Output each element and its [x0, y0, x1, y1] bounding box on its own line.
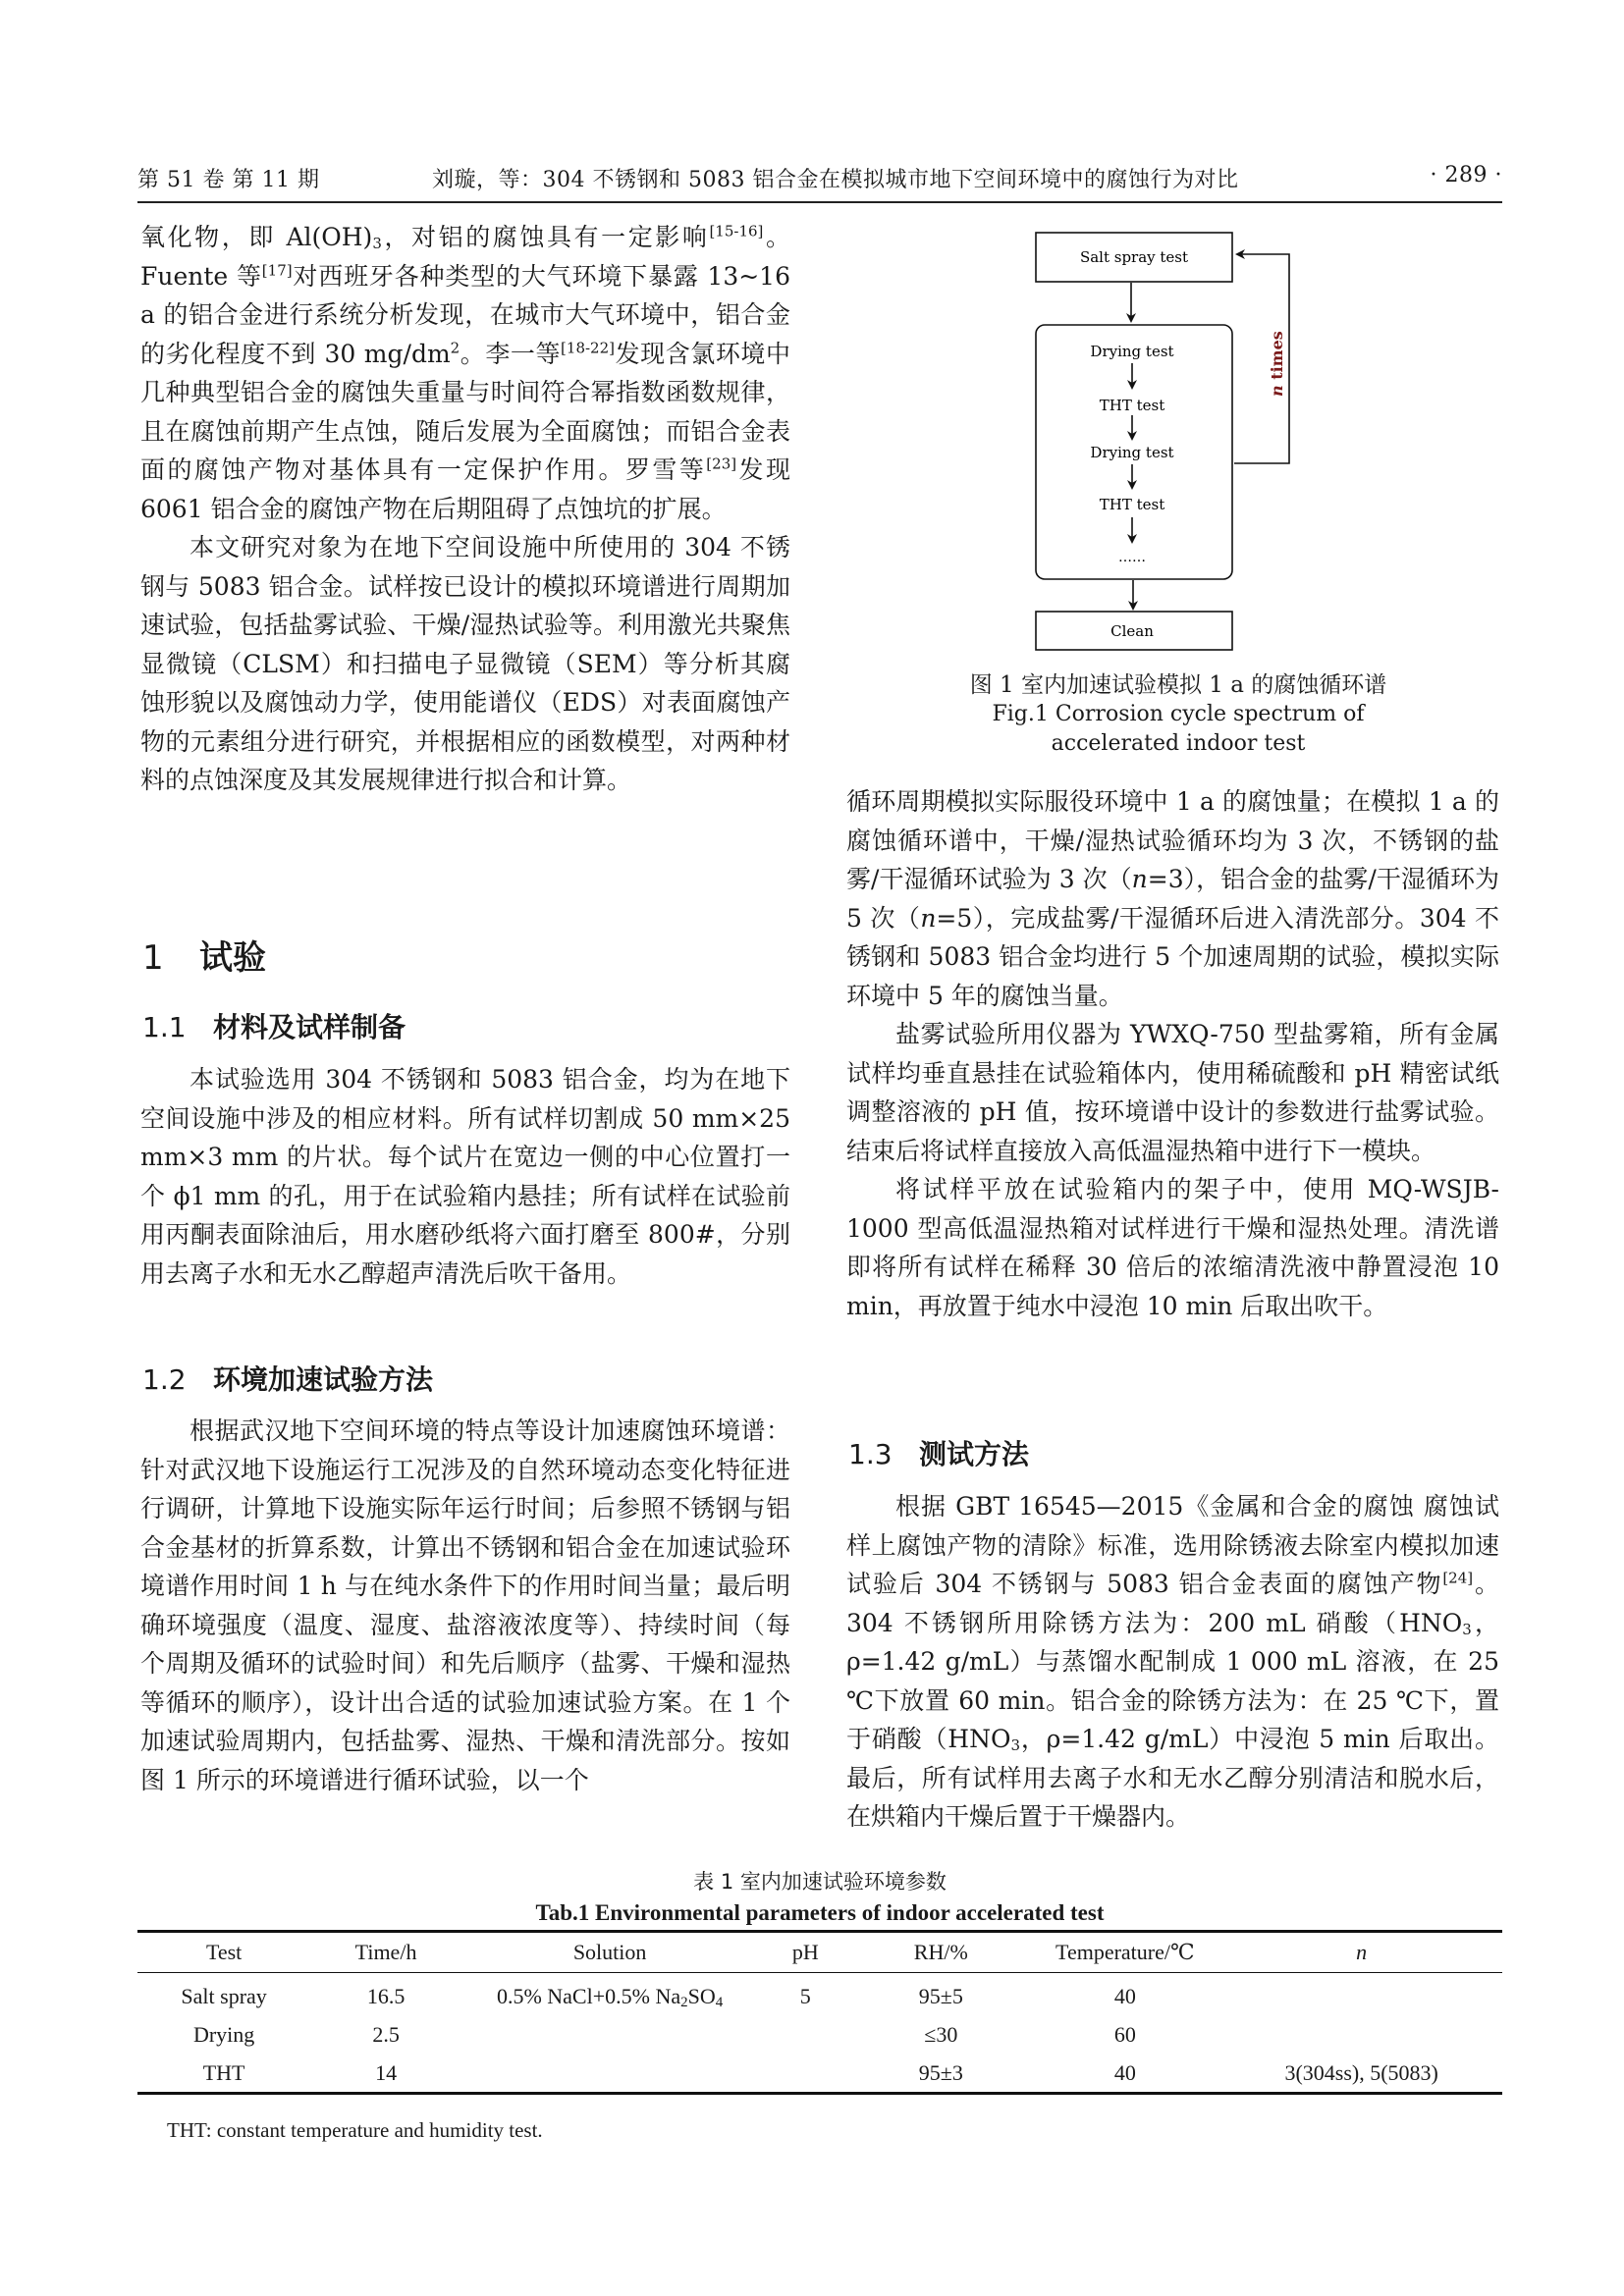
figure-caption-en-2: accelerated indoor test — [1051, 731, 1306, 756]
figure-1-flowchart — [1011, 216, 1335, 667]
cell-rh: 95±5 — [918, 1983, 963, 2008]
cell-temperature: 60 — [1113, 2021, 1136, 2047]
cell-rh: ≤30 — [924, 2021, 958, 2047]
cell-test: Salt spray — [181, 1983, 267, 2008]
right-column-test-method — [846, 1487, 1499, 1837]
test-method-paragraph: 根据 GBT 16545—2015《金属和合金的腐蚀 腐蚀试样上腐蚀产物的清除》标准，选用除锈液去除室内模拟加速试验后 304 不锈钢与 5083 铝合金表面的腐蚀产物[24]。304 不锈钢所用除锈方法为：200 mL 硝酸（$HNO_3$，ρ=1.42 g/mL）与蒸馏水配制成 1 000 mL 溶液，在 25 ℃下放置 60 min。铝合金的除锈方法为：在 25 ℃下，置于硝酸（$HNO_3$，ρ=1.42 g/mL）中浸泡 5 min 后取出。最后，所有试样用去离子水和无水乙醇分别清洁和脱水后，在烘箱内干燥后置于干燥器内。 — [846, 1492, 1499, 1831]
table-1-caption — [137, 1867, 1502, 1928]
column-header: Temperature/℃ — [1029, 1932, 1220, 1973]
cell-solution — [461, 2015, 758, 2054]
salt-spray-label: Salt spray test — [1079, 248, 1189, 266]
tht-test-1-label: THT test — [1099, 397, 1165, 414]
citation: [23] — [706, 454, 737, 473]
citation: [24] — [1442, 1569, 1474, 1587]
table-row — [137, 2054, 1502, 2094]
column-header: Solution — [461, 1932, 758, 1973]
volume-issue: 第 51 卷 第 11 期 — [137, 168, 320, 192]
running-header — [137, 157, 1502, 200]
column-header: pH — [758, 1932, 852, 1973]
drying-test-1-label: Drying test — [1090, 343, 1174, 360]
table-caption-cn: 表 1 室内加速试验环境参数 — [693, 1870, 947, 1894]
section-heading-1-3: 1.3 测试方法 — [848, 1438, 1030, 1470]
column-header: Test — [137, 1932, 310, 1973]
materials-paragraph: 本试验选用 304 不锈钢和 5083 铝合金，均为在地下空间设施中涉及的相应材料。所有试样切割成 50 mm×25 mm×3 mm 的片状。每个试片在宽边一侧的中心位置打一个 ϕ1 mm 的孔，用于在试验箱内悬挂；所有试样在试验前用丙酮表面除油后，用水磨砂纸将六面打磨至 800#，分别用去离子水和无水乙醇超声清洗后吹干备用。 — [140, 1065, 790, 1288]
figure-1-caption — [874, 670, 1483, 759]
cell-time: 14 — [375, 2059, 398, 2085]
cell-time: 2.5 — [372, 2021, 400, 2047]
table-caption-en: Tab.1 Environmental parameters of indoor accelerated test — [535, 1900, 1105, 1925]
citation: [17] — [261, 260, 293, 279]
drying-test-2-label: Drying test — [1090, 444, 1174, 461]
method-paragraph: 根据武汉地下空间环境的特点等设计加速腐蚀环境谱：针对武汉地下设施运行工况涉及的自然环境动态变化特征进行调研，计算地下设施实际年运行时间；后参照不锈钢与铝合金基材的折算系数，计算出不锈钢和铝合金在加速试验环境谱作用时间 1 h 与在纯水条件下的作用时间当量；最后明确环境强度（温度、湿度、盐溶液浓度等）、持续时间（每个周期及循环的试验时间）和先后顺序（盐雾、干燥和湿热等循环的顺序），设计出合适的试验加速试验方案。在 1 个加速试验周期内，包括盐雾、湿热、干燥和清洗部分。按如图 1 所示的环境谱进行循环试验，以一个 — [140, 1416, 790, 1794]
section-heading-1-2: 1.2 环境加速试验方法 — [142, 1363, 434, 1396]
drying-paragraph: 将试样平放在试验箱内的架子中，使用 MQ-WSJB-1000 型高低温湿热箱对试样进行干燥和湿热处理。清洗谱即将所有试样在稀释 30 倍后的浓缩清洗液中静置浸泡 10 min，再放置于纯水中浸泡 10 min 后取出吹干。 — [846, 1175, 1499, 1320]
running-title: 刘璇，等：304 不锈钢和 5083 铝合金在模拟城市地下空间环境中的腐蚀行为对比 — [432, 168, 1239, 192]
ellipsis-label: …… — [1118, 550, 1146, 565]
table-header-row — [137, 1932, 1502, 1973]
column-header: n — [1220, 1932, 1502, 1973]
cycle-paragraph: 循环周期模拟实际服役环境中 1 a 的腐蚀量；在模拟 1 a 的腐蚀循环谱中，干燥/湿热试验循环均为 3 次，不锈钢的盐雾/干湿循环试验为 3 次（n=3），铝合金的盐雾/干湿循环为 5 次（n=5），完成盐雾/干湿循环后进入清洗部分。304 不锈钢和 5083 铝合金均进行 5 个加速周期的试验，模拟实际环境中 5 年的腐蚀当量。 — [846, 787, 1499, 1010]
table-row — [137, 2015, 1502, 2054]
cell-test: THT — [202, 2059, 245, 2085]
left-column-materials — [140, 1060, 790, 1293]
column-header: RH/% — [852, 1932, 1029, 1973]
page-number: · 289 · — [1430, 163, 1502, 187]
clean-label: Clean — [1110, 622, 1154, 640]
cell-n: 3(304ss), 5(5083) — [1284, 2059, 1438, 2085]
intro-paragraph-1: 氧化物，即 $Al(OH)_3$，对铝的腐蚀具有一定影响[15-16]。Fuente 等[17]对西班牙各种类型的大气环境下暴露 13~16 a 的铝合金进行系统分析发现，在城市大气环境中，铝合金的劣化程度不到 30 $mg/dm^2$。李一等[18-22]发现含氯环境中几种典型铝合金的腐蚀失重量与时间符合幂指数函数规律，且在腐蚀前期产生点蚀，随后发展为全面腐蚀；而铝合金表面的腐蚀产物对基体具有一定保护作用。罗雪等[23]发现 6061 铝合金的腐蚀产物在后期阻碍了点蚀坑的扩展。 — [140, 222, 790, 523]
column-header: Time/h — [310, 1932, 461, 1973]
cell-solution: 0.5% NaCl+0.5% $Na_2SO_4$ — [496, 1983, 724, 2010]
left-column-method — [140, 1412, 790, 1799]
left-column-intro — [140, 218, 790, 800]
environment-parameters-table — [137, 1930, 1502, 2095]
section-heading-1-1: 1.1 材料及试样制备 — [142, 1011, 406, 1043]
cell-solution — [461, 2054, 758, 2094]
flowchart-svg — [1011, 216, 1335, 667]
citation: [18-22] — [561, 338, 615, 356]
intro-paragraph-2: 本文研究对象为在地下空间设施中所使用的 304 不锈钢与 5083 铝合金。试样按已设计的模拟环境谱进行周期加速试验，包括盐雾试验、干燥/湿热试验等。利用激光共聚焦显微镜（CLSM）和扫描电子显微镜（SEM）等分析其腐蚀形貌以及腐蚀动力学，使用能谱仪（EDS）对表面腐蚀产物的元素组分进行研究，并根据相应的函数模型，对两种材料的点蚀深度及其发展规律进行拟合和计算。 — [140, 533, 790, 794]
cell-temperature: 40 — [1113, 2059, 1136, 2085]
cell-temperature: 40 — [1113, 1983, 1136, 2008]
cell-rh: 95±3 — [918, 2059, 963, 2085]
table-footnote: THT: constant temperature and humidity test. — [167, 2118, 543, 2142]
header-rule — [137, 201, 1502, 203]
n-times-label: n times — [1268, 331, 1286, 397]
cell-ph: 5 — [799, 1983, 811, 2008]
tht-test-2-label: THT test — [1099, 496, 1165, 513]
cell-n — [1220, 1973, 1502, 2016]
cell-test: Drying — [192, 2021, 255, 2047]
salt-spray-paragraph: 盐雾试验所用仪器为 YWXQ-750 型盐雾箱，所有金属试样均垂直悬挂在试验箱体内，使用稀硫酸和 pH 精密试纸调整溶液的 pH 值，按环境谱中设计的参数进行盐雾试验。结束后将试样直接放入高低温湿热箱中进行下一模块。 — [846, 1020, 1499, 1165]
cell-time: 16.5 — [366, 1983, 406, 2008]
right-column-text — [846, 782, 1499, 1325]
cell-ph — [758, 2054, 852, 2094]
figure-caption-cn: 图 1 室内加速试验模拟 1 a 的腐蚀循环谱 — [969, 672, 1387, 698]
figure-caption-en-1: Fig.1 Corrosion cycle spectrum of — [992, 702, 1365, 726]
citation: [15-16] — [709, 222, 764, 240]
table-row — [137, 1973, 1502, 2016]
section-heading-1: 1 试验 — [142, 938, 266, 978]
cell-n — [1220, 2015, 1502, 2054]
cell-ph — [758, 2015, 852, 2054]
